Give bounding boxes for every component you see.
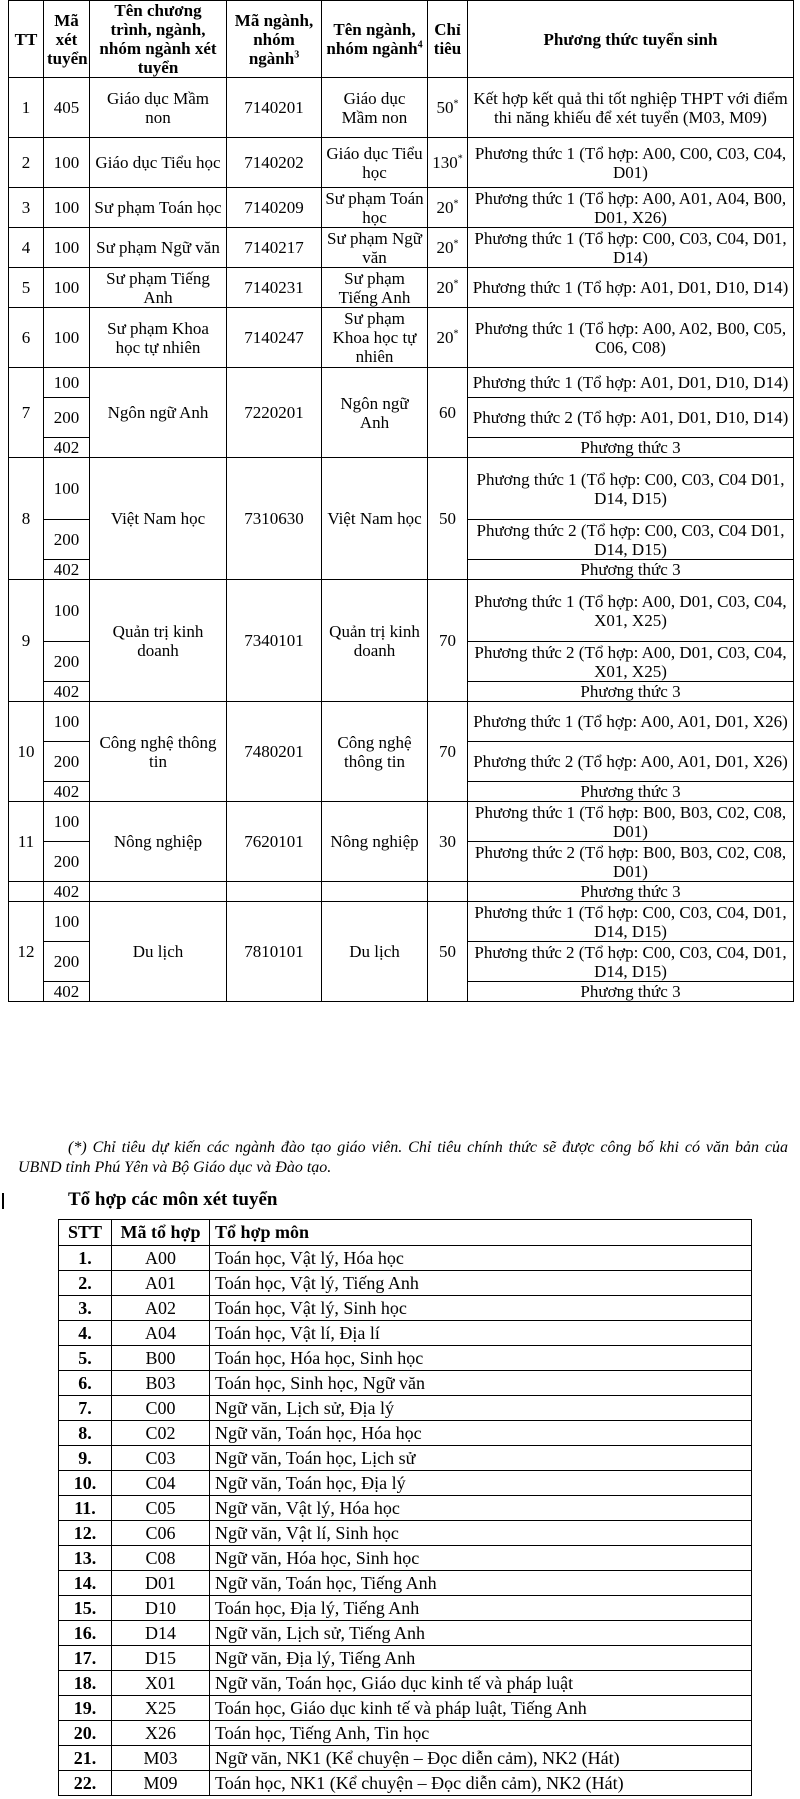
table-row — [9, 308, 794, 368]
row-number: 3 — [9, 188, 44, 228]
combo-subjects: Toán học, Sinh học, Ngữ văn — [210, 1371, 752, 1396]
combo-code: C00 — [112, 1396, 210, 1421]
quota — [428, 228, 468, 268]
program-name: Sư phạm Khoa học tự nhiên — [90, 308, 227, 368]
table-row — [9, 268, 794, 308]
admission-method: Phương thức 1 (Tổ hợp: A00, A02, B00, C05, C06, C08) — [468, 308, 794, 368]
combo-subjects: Toán học, Hóa học, Sinh học — [210, 1346, 752, 1371]
program-name: Sư phạm Tiếng Anh — [90, 268, 227, 308]
quota-value: 20 — [436, 278, 454, 297]
quota — [428, 702, 468, 802]
combo-code: M09 — [112, 1771, 210, 1796]
quota — [428, 882, 468, 902]
combo-code: B03 — [112, 1371, 210, 1396]
table-row — [9, 882, 794, 902]
major-code: 7310630 — [227, 458, 322, 580]
quota-star: * — [453, 328, 459, 340]
combo-row — [59, 1296, 752, 1321]
table-row — [9, 228, 794, 268]
admission-method: Phương thức 1 (Tổ hợp: C00, C03, C04, D01, D14) — [468, 228, 794, 268]
quota — [428, 188, 468, 228]
row-number: 8 — [9, 458, 44, 580]
major-code: 7620101 — [227, 802, 322, 882]
row-number: 9 — [9, 580, 44, 702]
row-number: 2 — [9, 138, 44, 188]
major-code: 7340101 — [227, 580, 322, 702]
combo-stt: 1. — [59, 1246, 112, 1271]
combo-subjects: Toán học, Giáo dục kinh tế và pháp luật, Tiếng Anh — [210, 1696, 752, 1721]
admission-method: Phương thức 3 — [468, 782, 794, 802]
admission-table — [8, 0, 794, 1002]
major-code: 7140231 — [227, 268, 322, 308]
combo-subjects: Ngữ văn, Toán học, Giáo dục kinh tế và pháp luật — [210, 1671, 752, 1696]
combo-code: X25 — [112, 1696, 210, 1721]
quota-value: 50 — [439, 942, 456, 961]
program-name: Công nghệ thông tin — [90, 702, 227, 802]
combo-row — [59, 1546, 752, 1571]
program-name: Nông nghiệp — [90, 802, 227, 882]
combo-row — [59, 1346, 752, 1371]
combo-stt: 22. — [59, 1771, 112, 1796]
table-header-row — [9, 1, 794, 78]
admission-code: 402 — [44, 982, 90, 1002]
major-name: Ngôn ngữ Anh — [322, 368, 428, 458]
admission-code: 100 — [44, 702, 90, 742]
major-name: Việt Nam học — [322, 458, 428, 580]
quota-value: 20 — [436, 328, 454, 347]
admission-method: Phương thức 1 (Tổ hợp: A01, D01, D10, D14) — [468, 268, 794, 308]
combo-stt: 6. — [59, 1371, 112, 1396]
quota-value: 130 — [432, 153, 458, 172]
admission-code: 402 — [44, 560, 90, 580]
header-chi-tieu: Chỉ tiêu — [428, 1, 468, 78]
combo-subjects: Ngữ văn, Lịch sử, Tiếng Anh — [210, 1621, 752, 1646]
combo-header-row — [59, 1220, 752, 1246]
admission-code: 402 — [44, 882, 90, 902]
admission-method: Phương thức 3 — [468, 682, 794, 702]
combo-row — [59, 1446, 752, 1471]
admission-method: Phương thức 1 (Tổ hợp: A00, D01, C03, C04, X01, X25) — [468, 580, 794, 642]
admission-method: Phương thức 1 (Tổ hợp: B00, B03, C02, C08, D01) — [468, 802, 794, 842]
combo-code: M03 — [112, 1746, 210, 1771]
margin-bar — [2, 1193, 4, 1209]
quota-star: * — [453, 98, 459, 110]
admission-method: Phương thức 3 — [468, 982, 794, 1002]
major-name: Công nghệ thông tin — [322, 702, 428, 802]
row-number: 12 — [9, 902, 44, 1002]
combo-row — [59, 1496, 752, 1521]
admission-method: Phương thức 3 — [468, 560, 794, 580]
admission-method: Phương thức 2 (Tổ hợp: A00, A01, D01, X26) — [468, 742, 794, 782]
combo-row — [59, 1696, 752, 1721]
quota-star: * — [453, 278, 459, 290]
footnote: (*) Chỉ tiêu dự kiến các ngành đào tạo giáo viên. Chỉ tiêu chính thức sẽ được công bố khi có văn bản của UBND tỉnh Phú Yên và Bộ Giáo dục và Đào tạo. — [18, 1139, 788, 1176]
combo-code: C03 — [112, 1446, 210, 1471]
combo-subjects: Toán học, Vật lý, Tiếng Anh — [210, 1271, 752, 1296]
admission-method: Phương thức 1 (Tổ hợp: A00, C00, C03, C04, D01) — [468, 138, 794, 188]
combo-code: C02 — [112, 1421, 210, 1446]
combo-stt: 20. — [59, 1721, 112, 1746]
combo-stt: 13. — [59, 1546, 112, 1571]
combo-stt: 2. — [59, 1271, 112, 1296]
row-number: 4 — [9, 228, 44, 268]
major-code — [227, 882, 322, 902]
header-ten-nganh: Tên ngành, nhóm ngành$^4$ — [322, 1, 428, 78]
combo-subjects: Toán học, NK1 (Kể chuyện – Đọc diễn cảm), NK2 (Hát) — [210, 1771, 752, 1796]
table-row — [9, 458, 794, 520]
table-row — [9, 802, 794, 842]
admission-method: Kết hợp kết quả thi tốt nghiệp THPT với điểm thi năng khiếu để xét tuyển (M03, M09) — [468, 78, 794, 138]
quota — [428, 580, 468, 702]
major-name: Du lịch — [322, 902, 428, 1002]
quota-value: 20 — [436, 238, 454, 257]
combo-subjects: Ngữ văn, Toán học, Địa lý — [210, 1471, 752, 1496]
program-name: Ngôn ngữ Anh — [90, 368, 227, 458]
row-number: 11 — [9, 802, 44, 882]
quota-value: 50 — [436, 98, 454, 117]
program-name: Quản trị kinh doanh — [90, 580, 227, 702]
program-name: Du lịch — [90, 902, 227, 1002]
combo-row — [59, 1671, 752, 1696]
major-code: 7140209 — [227, 188, 322, 228]
quota-star: * — [453, 238, 459, 250]
combo-row — [59, 1271, 752, 1296]
quota-value: 30 — [439, 832, 456, 851]
combo-subjects: Toán học, Vật lý, Hóa học — [210, 1246, 752, 1271]
admission-code: 200 — [44, 942, 90, 982]
combo-subjects: Toán học, Tiếng Anh, Tin học — [210, 1721, 752, 1746]
admission-method: Phương thức 3 — [468, 438, 794, 458]
combo-table-body — [59, 1246, 752, 1796]
combo-row — [59, 1721, 752, 1746]
admission-code: 405 — [44, 78, 90, 138]
quota-value: 70 — [439, 631, 456, 650]
table-row — [9, 368, 794, 398]
combo-subjects: Ngữ văn, Lịch sử, Địa lý — [210, 1396, 752, 1421]
admission-code: 100 — [44, 138, 90, 188]
major-name: Sư phạm Toán học — [322, 188, 428, 228]
combo-row — [59, 1421, 752, 1446]
header-ma-nganh: Mã ngành, nhóm ngành$^3$ — [227, 1, 322, 78]
combo-subjects: Ngữ văn, Toán học, Lịch sử — [210, 1446, 752, 1471]
combo-row — [59, 1571, 752, 1596]
combo-table — [58, 1219, 752, 1796]
combo-row — [59, 1771, 752, 1796]
major-name: Quản trị kinh doanh — [322, 580, 428, 702]
admission-method: Phương thức 1 (Tổ hợp: C00, C03, C04, D01, D14, D15) — [468, 902, 794, 942]
combo-stt: 21. — [59, 1746, 112, 1771]
admission-table-body — [9, 78, 794, 1002]
admission-code: 100 — [44, 902, 90, 942]
admission-code: 200 — [44, 642, 90, 682]
admission-method: Phương thức 1 (Tổ hợp: A00, A01, D01, X26) — [468, 702, 794, 742]
quota-value: 70 — [439, 742, 456, 761]
combo-stt: 7. — [59, 1396, 112, 1421]
table-row — [9, 188, 794, 228]
major-name — [322, 882, 428, 902]
program-name: Sư phạm Ngữ văn — [90, 228, 227, 268]
combo-code: A04 — [112, 1321, 210, 1346]
admission-method: Phương thức 1 (Tổ hợp: A01, D01, D10, D14) — [468, 368, 794, 398]
combo-row — [59, 1646, 752, 1671]
admission-code: 402 — [44, 782, 90, 802]
quota — [428, 268, 468, 308]
combo-subjects: Toán học, Vật lý, Sinh học — [210, 1296, 752, 1321]
major-name: Giáo dục Tiểu học — [322, 138, 428, 188]
combo-subjects: Ngữ văn, Vật lý, Hóa học — [210, 1496, 752, 1521]
combo-code: A01 — [112, 1271, 210, 1296]
admission-code: 200 — [44, 520, 90, 560]
combo-section-title: Tổ hợp các môn xét tuyển — [68, 1189, 278, 1210]
quota-star: * — [453, 198, 459, 210]
quota-value: 50 — [439, 509, 456, 528]
combo-code: C04 — [112, 1471, 210, 1496]
admission-code: 200 — [44, 742, 90, 782]
combo-stt: 16. — [59, 1621, 112, 1646]
admission-method: Phương thức 2 (Tổ hợp: C00, C03, C04, D01, D14, D15) — [468, 942, 794, 982]
combo-subjects: Ngữ văn, Toán học, Hóa học — [210, 1421, 752, 1446]
combo-row — [59, 1746, 752, 1771]
quota — [428, 368, 468, 458]
combo-row — [59, 1621, 752, 1646]
admission-method: Phương thức 2 (Tổ hợp: C00, C03, C04 D01, D14, D15) — [468, 520, 794, 560]
admission-method: Phương thức 2 (Tổ hợp: B00, B03, C02, C08, D01) — [468, 842, 794, 882]
admission-method: Phương thức 3 — [468, 882, 794, 902]
header-tt: TT — [9, 1, 44, 78]
row-number: 10 — [9, 702, 44, 802]
table-row — [9, 580, 794, 642]
admission-code: 402 — [44, 682, 90, 702]
combo-subjects: Ngữ văn, NK1 (Kể chuyện – Đọc diễn cảm), NK2 (Hát) — [210, 1746, 752, 1771]
row-number: 6 — [9, 308, 44, 368]
combo-row — [59, 1521, 752, 1546]
quota — [428, 902, 468, 1002]
combo-row — [59, 1596, 752, 1621]
table-row — [9, 138, 794, 188]
combo-row — [59, 1246, 752, 1271]
admission-code: 100 — [44, 188, 90, 228]
combo-stt: 19. — [59, 1696, 112, 1721]
combo-row — [59, 1371, 752, 1396]
combo-subjects: Ngữ văn, Hóa học, Sinh học — [210, 1546, 752, 1571]
combo-code: X26 — [112, 1721, 210, 1746]
admission-code: 100 — [44, 458, 90, 520]
combo-code: C08 — [112, 1546, 210, 1571]
admission-code: 200 — [44, 842, 90, 882]
combo-subjects: Ngữ văn, Vật lí, Sinh học — [210, 1521, 752, 1546]
combo-code: C06 — [112, 1521, 210, 1546]
row-number: 1 — [9, 78, 44, 138]
combo-code: A00 — [112, 1246, 210, 1271]
table-row — [9, 702, 794, 742]
combo-stt: 10. — [59, 1471, 112, 1496]
combo-stt: 8. — [59, 1421, 112, 1446]
admission-code: 100 — [44, 368, 90, 398]
admission-code: 100 — [44, 268, 90, 308]
major-name: Giáo dục Mầm non — [322, 78, 428, 138]
major-code: 7140201 — [227, 78, 322, 138]
combo-header-stt: STT — [59, 1220, 112, 1246]
combo-code: D01 — [112, 1571, 210, 1596]
program-name — [90, 882, 227, 902]
admission-code: 100 — [44, 228, 90, 268]
combo-header-subjects: Tổ hợp môn — [210, 1220, 752, 1246]
major-name: Sư phạm Khoa học tự nhiên — [322, 308, 428, 368]
combo-stt: 5. — [59, 1346, 112, 1371]
combo-stt: 14. — [59, 1571, 112, 1596]
admission-method: Phương thức 2 (Tổ hợp: A00, D01, C03, C04, X01, X25) — [468, 642, 794, 682]
quota-star: * — [457, 153, 463, 165]
admission-code: 100 — [44, 802, 90, 842]
major-code: 7140202 — [227, 138, 322, 188]
major-name: Nông nghiệp — [322, 802, 428, 882]
major-name: Sư phạm Ngữ văn — [322, 228, 428, 268]
combo-stt: 3. — [59, 1296, 112, 1321]
admission-method: Phương thức 1 (Tổ hợp: C00, C03, C04 D01, D14, D15) — [468, 458, 794, 520]
quota — [428, 802, 468, 882]
program-name: Giáo dục Mầm non — [90, 78, 227, 138]
combo-code: D10 — [112, 1596, 210, 1621]
combo-stt: 18. — [59, 1671, 112, 1696]
major-code: 7810101 — [227, 902, 322, 1002]
combo-subjects: Ngữ văn, Địa lý, Tiếng Anh — [210, 1646, 752, 1671]
program-name: Giáo dục Tiểu học — [90, 138, 227, 188]
major-code: 7140217 — [227, 228, 322, 268]
row-number: 5 — [9, 268, 44, 308]
major-code: 7140247 — [227, 308, 322, 368]
quota — [428, 138, 468, 188]
combo-stt: 11. — [59, 1496, 112, 1521]
combo-row — [59, 1396, 752, 1421]
combo-stt: 4. — [59, 1321, 112, 1346]
header-ten-chuong-trinh: Tên chương trình, ngành, nhóm ngành xét tuyển — [90, 1, 227, 78]
combo-row — [59, 1471, 752, 1496]
combo-code: D14 — [112, 1621, 210, 1646]
combo-code: D15 — [112, 1646, 210, 1671]
quota-value: 60 — [439, 403, 456, 422]
major-code: 7480201 — [227, 702, 322, 802]
admission-method: Phương thức 2 (Tổ hợp: A01, D01, D10, D14) — [468, 398, 794, 438]
quota — [428, 308, 468, 368]
combo-subjects: Toán học, Vật lí, Địa lí — [210, 1321, 752, 1346]
combo-row — [59, 1321, 752, 1346]
quota-value: 20 — [436, 198, 454, 217]
program-name: Việt Nam học — [90, 458, 227, 580]
major-name: Sư phạm Tiếng Anh — [322, 268, 428, 308]
combo-stt: 12. — [59, 1521, 112, 1546]
table-row — [9, 902, 794, 942]
quota — [428, 458, 468, 580]
combo-stt: 9. — [59, 1446, 112, 1471]
table-row — [9, 78, 794, 138]
admission-code: 100 — [44, 580, 90, 642]
quota — [428, 78, 468, 138]
header-phuong-thuc: Phương thức tuyển sinh — [468, 1, 794, 78]
program-name: Sư phạm Toán học — [90, 188, 227, 228]
combo-header-code: Mã tổ hợp — [112, 1220, 210, 1246]
combo-stt: 15. — [59, 1596, 112, 1621]
combo-stt: 17. — [59, 1646, 112, 1671]
combo-code: X01 — [112, 1671, 210, 1696]
admission-code: 402 — [44, 438, 90, 458]
row-number — [9, 882, 44, 902]
combo-code: A02 — [112, 1296, 210, 1321]
combo-code: B00 — [112, 1346, 210, 1371]
combo-code: C05 — [112, 1496, 210, 1521]
combo-subjects: Toán học, Địa lý, Tiếng Anh — [210, 1596, 752, 1621]
combo-subjects: Ngữ văn, Toán học, Tiếng Anh — [210, 1571, 752, 1596]
major-code: 7220201 — [227, 368, 322, 458]
admission-method: Phương thức 1 (Tổ hợp: A00, A01, A04, B00, D01, X26) — [468, 188, 794, 228]
admission-code: 200 — [44, 398, 90, 438]
header-ma-xet-tuyen: Mã xét tuyển — [44, 1, 90, 78]
row-number: 7 — [9, 368, 44, 458]
admission-code: 100 — [44, 308, 90, 368]
